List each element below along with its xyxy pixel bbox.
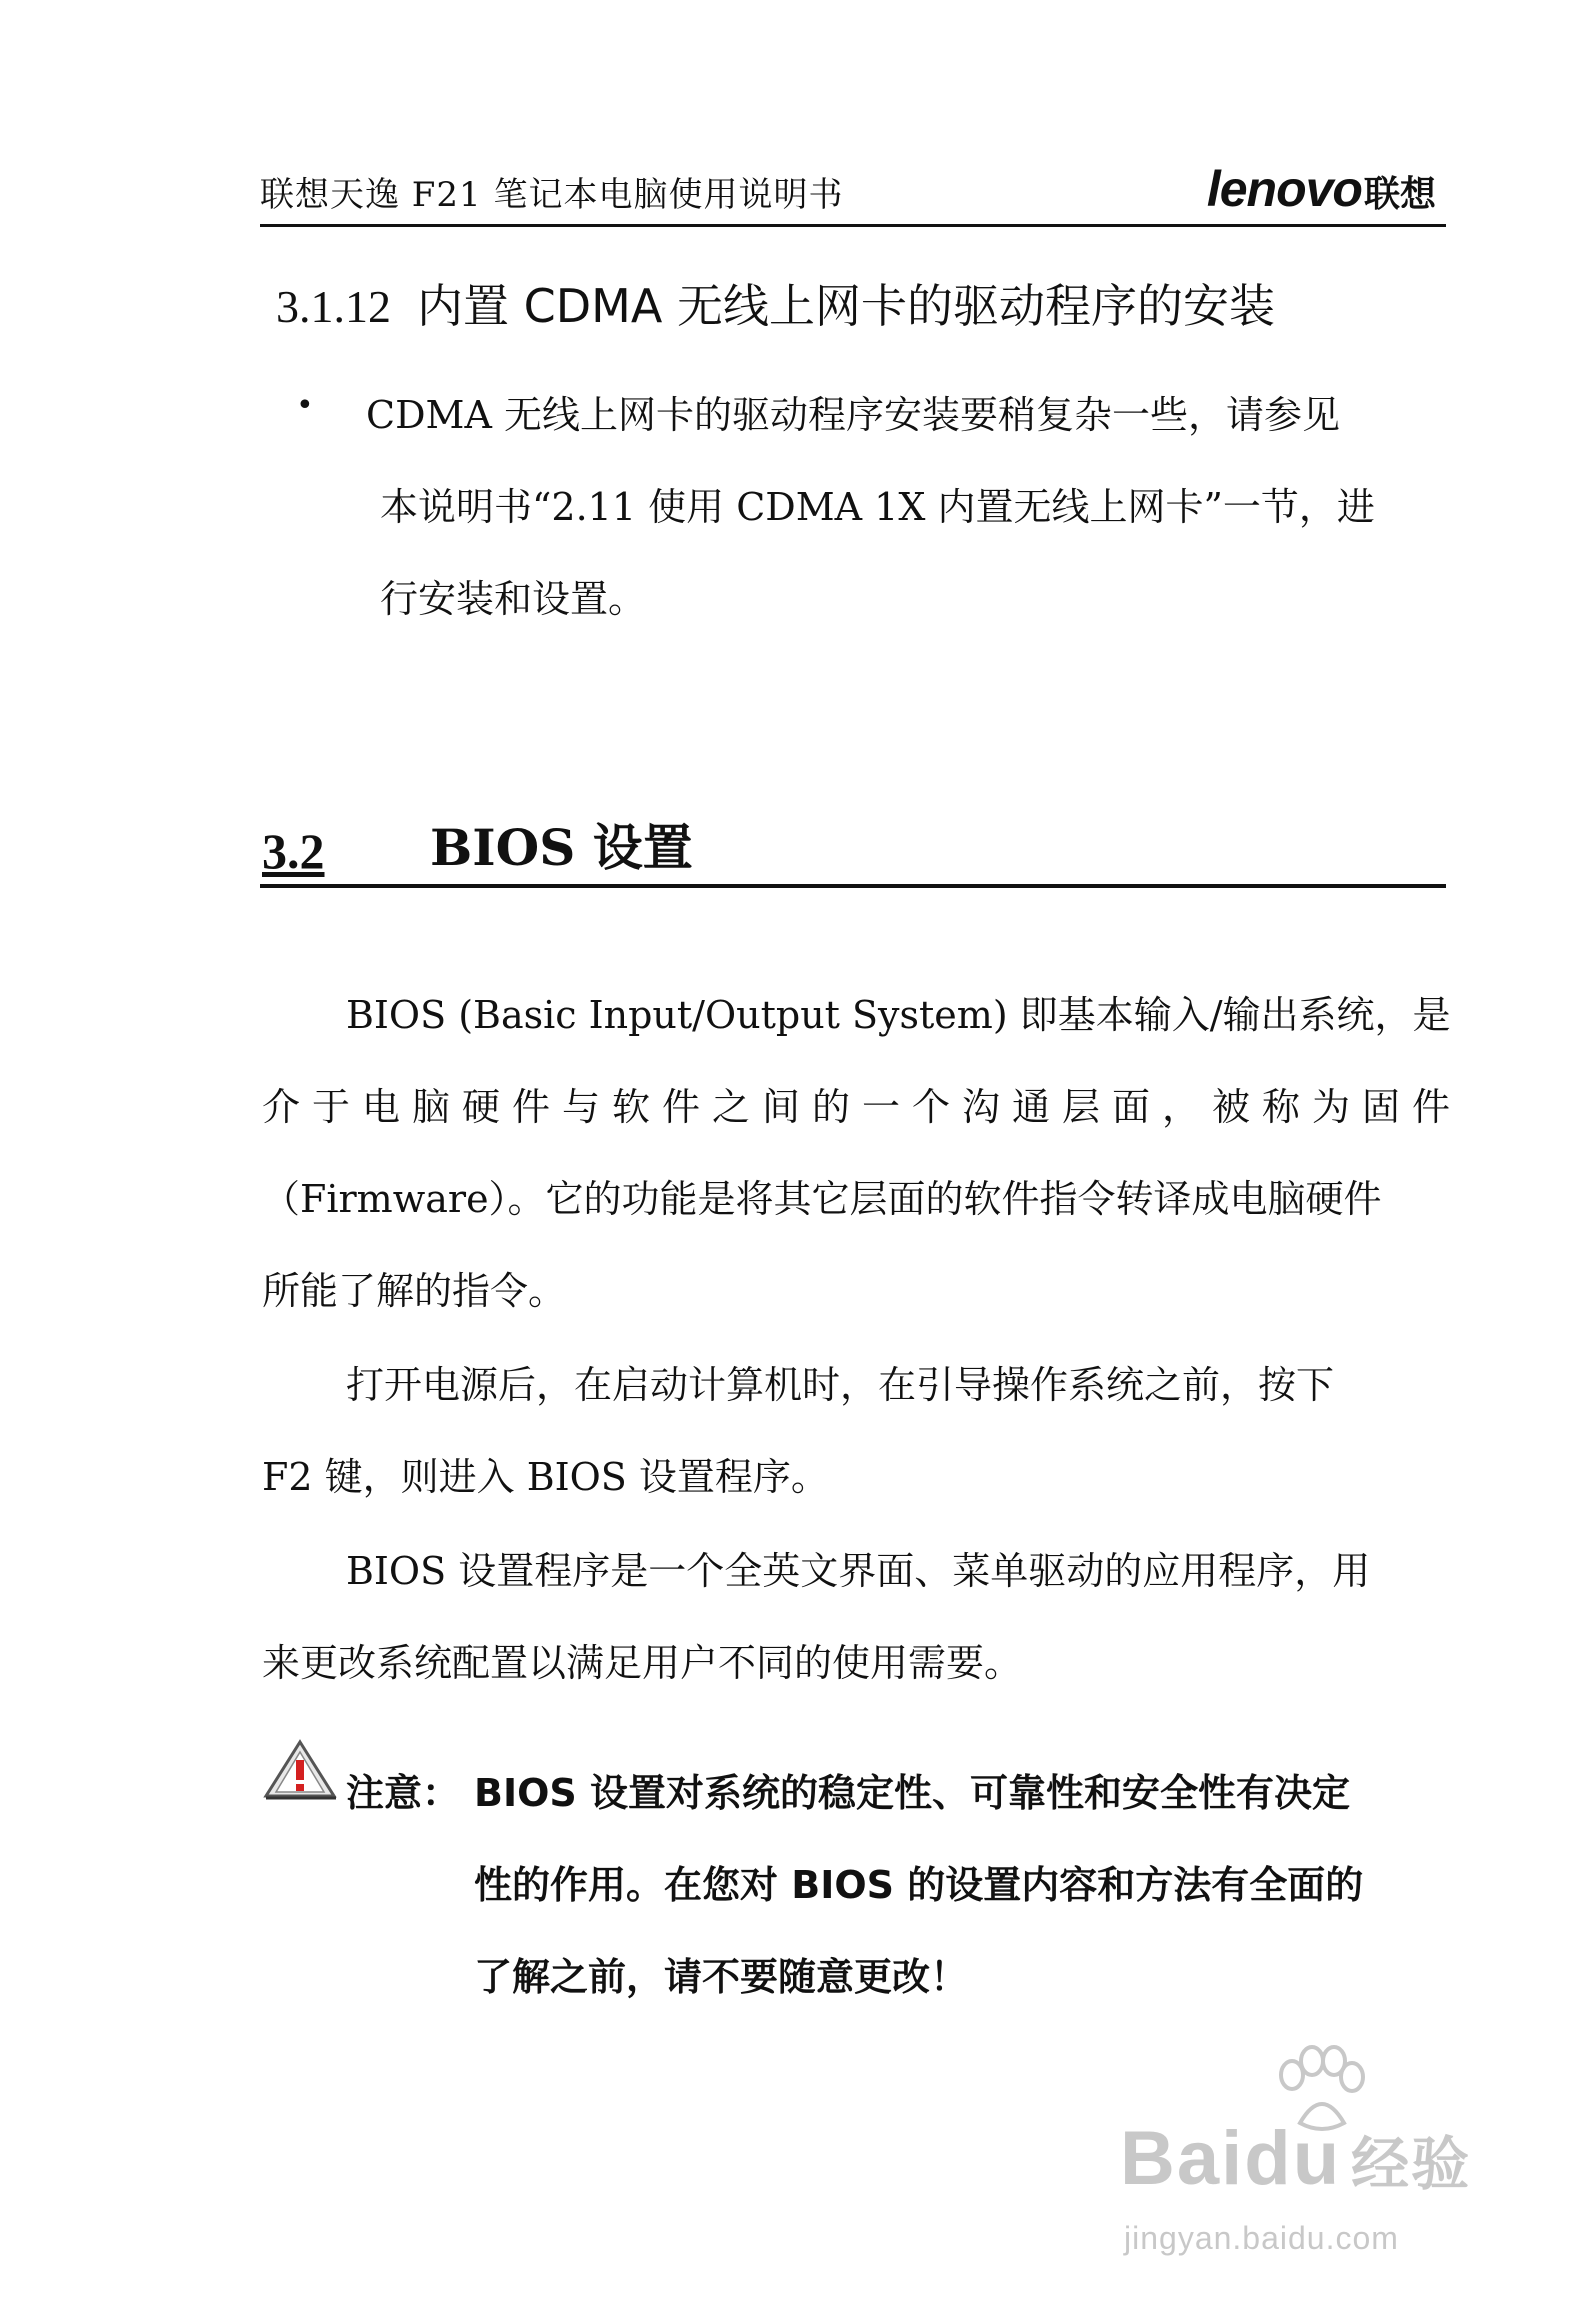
para3-line-2: 来更改系统配置以满足用户不同的使用需要。 xyxy=(262,1641,1023,1685)
lenovo-logo xyxy=(1207,160,1436,218)
section-title: 内置 CDMA 无线上网卡的驱动程序的安装 xyxy=(417,279,1275,333)
note-line-3: 了解之前，请不要随意更改！ xyxy=(474,1955,969,1999)
watermark-url: jingyan.baidu.com xyxy=(1124,2220,1399,2256)
para1-line-1: BIOS (Basic Input/Output System) 即基本输入/输出系统，是 xyxy=(346,993,1451,1037)
section-3-1-12-heading xyxy=(276,270,1275,336)
para3-line-1: BIOS 设置程序是一个全英文界面、菜单驱动的应用程序，用 xyxy=(346,1549,1371,1593)
logo-text-cn: 联想 xyxy=(1363,174,1436,215)
section-number: 3.2 xyxy=(262,823,325,879)
watermark-cn: 经验 xyxy=(1351,2130,1472,2198)
para1-line-3: （Firmware）。它的功能是将其它层面的软件指令转译成电脑硬件 xyxy=(262,1177,1382,1221)
section-number: 3.1.12 xyxy=(276,281,391,332)
warning-icon xyxy=(262,1738,338,1800)
baidu-jingyan-watermark xyxy=(1120,2045,1480,2265)
bullet-line-3: 行安装和设置。 xyxy=(380,577,647,621)
bullet-line-1: CDMA 无线上网卡的驱动程序安装要稍复杂一些，请参见 xyxy=(366,393,1340,437)
para1-line-4: 所能了解的指令。 xyxy=(262,1269,567,1313)
bullet-line-2: 本说明书“2.11 使用 CDMA 1X 内置无线上网卡”一节，进 xyxy=(380,485,1375,529)
note-line-1: BIOS 设置对系统的稳定性、可靠性和安全性有决定 xyxy=(474,1771,1351,1815)
para2-line-2: F2 键，则进入 BIOS 设置程序。 xyxy=(262,1455,829,1499)
bullet-point: • xyxy=(296,388,314,423)
note-line-2: 性的作用。在您对 BIOS 的设置内容和方法有全面的 xyxy=(474,1863,1364,1907)
watermark-brand xyxy=(1120,2115,1471,2202)
note-label: 注意： xyxy=(346,1771,461,1815)
page-header xyxy=(260,161,1446,227)
section-3-2-heading xyxy=(260,818,1446,888)
manual-title: 联想天逸 F21 笔记本电脑使用说明书 xyxy=(260,175,844,215)
logo-text-en: lenovo xyxy=(1206,161,1362,217)
para2-line-1: 打开电源后，在启动计算机时，在引导操作系统之前，按下 xyxy=(346,1363,1335,1407)
para1-line-2: 介于电脑硬件与软件之间的一个沟通层面，被称为固件 xyxy=(262,1085,1463,1129)
section-title: BIOS 设置 xyxy=(430,818,693,877)
watermark-brand-text-2: du xyxy=(1244,2116,1342,2201)
watermark-brand-text: Bai xyxy=(1120,2116,1245,2201)
